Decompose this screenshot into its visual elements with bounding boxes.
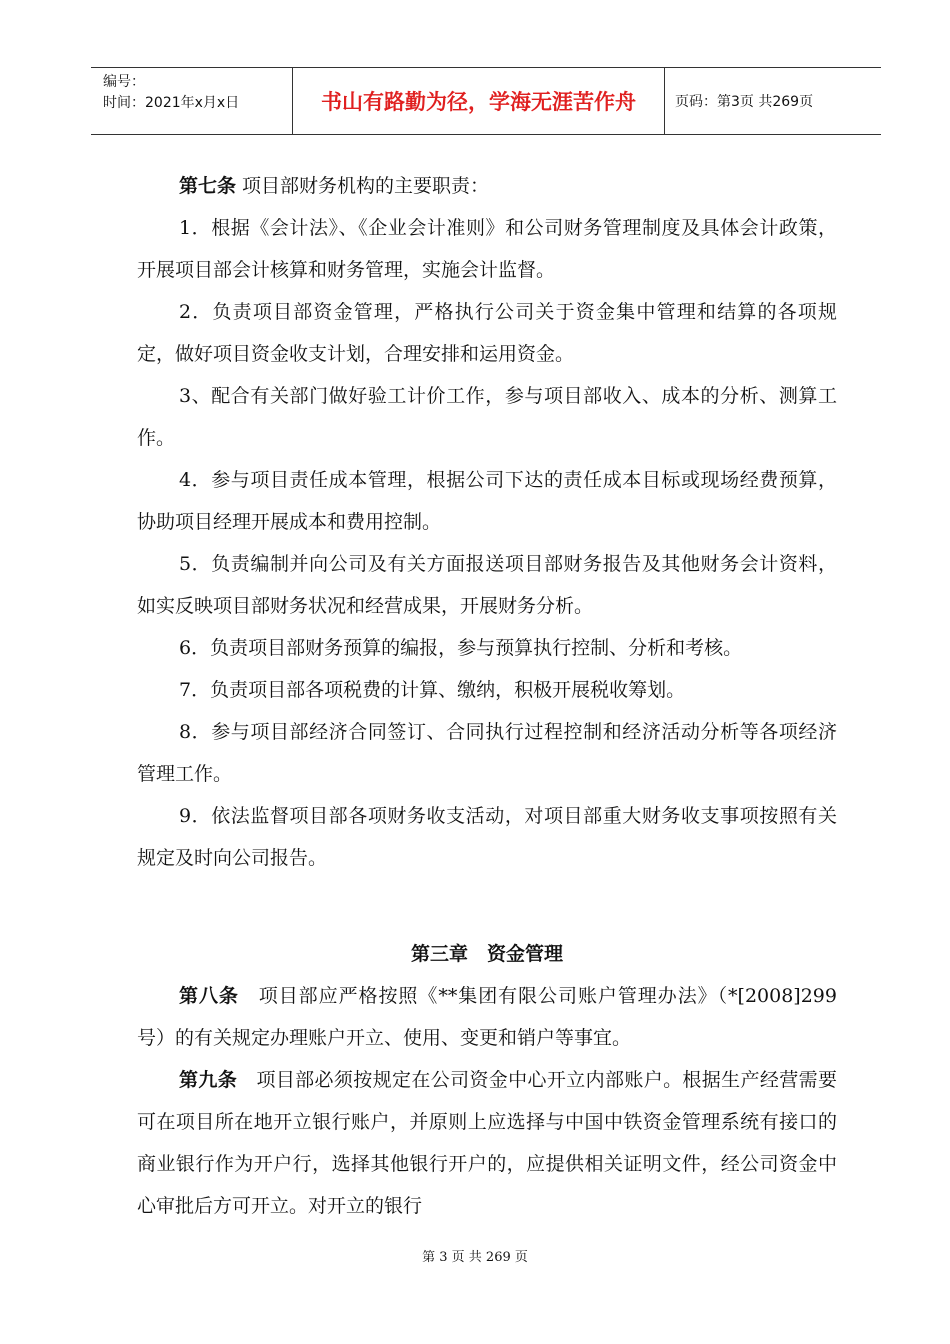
header-motto: 书山有路勤为径，学海无涯苦作舟 [293, 68, 665, 134]
list-item: 4．参与项目责任成本管理，根据公司下达的责任成本目标或现场经费预算，协助项目经理开展成本和费用控制。 [137, 469, 837, 533]
article-9 [137, 1059, 837, 1227]
list-item: 8．参与项目部经济合同签订、合同执行过程控制和经济活动分析等各项经济管理工作。 [137, 721, 837, 785]
doc-date: 时间：2021年x月x日 [103, 95, 240, 111]
list-item: 5．负责编制并向公司及有关方面报送项目部财务报告及其他财务会计资料，如实反映项目部财务状况和经营成果，开展财务分析。 [137, 553, 837, 617]
page-header [91, 67, 881, 135]
document-body [137, 165, 837, 1227]
article-7-label: 第七条 [179, 175, 237, 197]
list-item: 2．负责项目部资金管理，严格执行公司关于资金集中管理和结算的各项规定，做好项目资金收支计划，合理安排和运用资金。 [137, 301, 837, 365]
section-gap [137, 879, 837, 903]
doc-number: 编号： [103, 74, 145, 90]
list-item: 3、配合有关部门做好验工计价工作，参与项目部收入、成本的分析、测算工作。 [137, 385, 837, 449]
article-9-label: 第九条 [179, 1069, 238, 1091]
chapter-title: 第三章 资金管理 [410, 943, 563, 965]
list-item: 1．根据《会计法》、《企业会计准则》和公司财务管理制度及具体会计政策，开展项目部会计核算和财务管理，实施会计监督。 [137, 217, 837, 281]
list-item: 6．负责项目部财务预算的编报，参与预算执行控制、分析和考核。 [179, 637, 743, 659]
article-8 [137, 975, 837, 1059]
header-page-info: 页码：第3页 共269页 [675, 94, 814, 110]
page-footer: 第 3 页 共 269 页 [422, 1250, 528, 1265]
header-meta [91, 68, 293, 134]
list-item: 9．依法监督项目部各项财务收支活动，对项目部重大财务收支事项按照有关规定及时向公司报告。 [137, 805, 837, 869]
article-7-text: 项目部财务机构的主要职责： [236, 175, 490, 197]
list-item: 7．负责项目部各项税费的计算、缴纳，积极开展税收筹划。 [179, 679, 686, 701]
article-7 [137, 165, 837, 207]
article-8-text: 项目部应严格按照《**集团有限公司账户管理办法》（*[2008]299号）的有关规定办理账户开立、使用、变更和销户等事宜。 [137, 985, 837, 1049]
article-9-text: 项目部必须按规定在公司资金中心开立内部账户。根据生产经营需要可在项目所在地开立银行账户，并原则上应选择与中国中铁资金管理系统有接口的商业银行作为开户行，选择其他银行开户的，应提供相关证明文件，经公司资金中心审批后方可开立。对开立的银行 [137, 1069, 837, 1217]
article-8-label: 第八条 [179, 985, 239, 1007]
